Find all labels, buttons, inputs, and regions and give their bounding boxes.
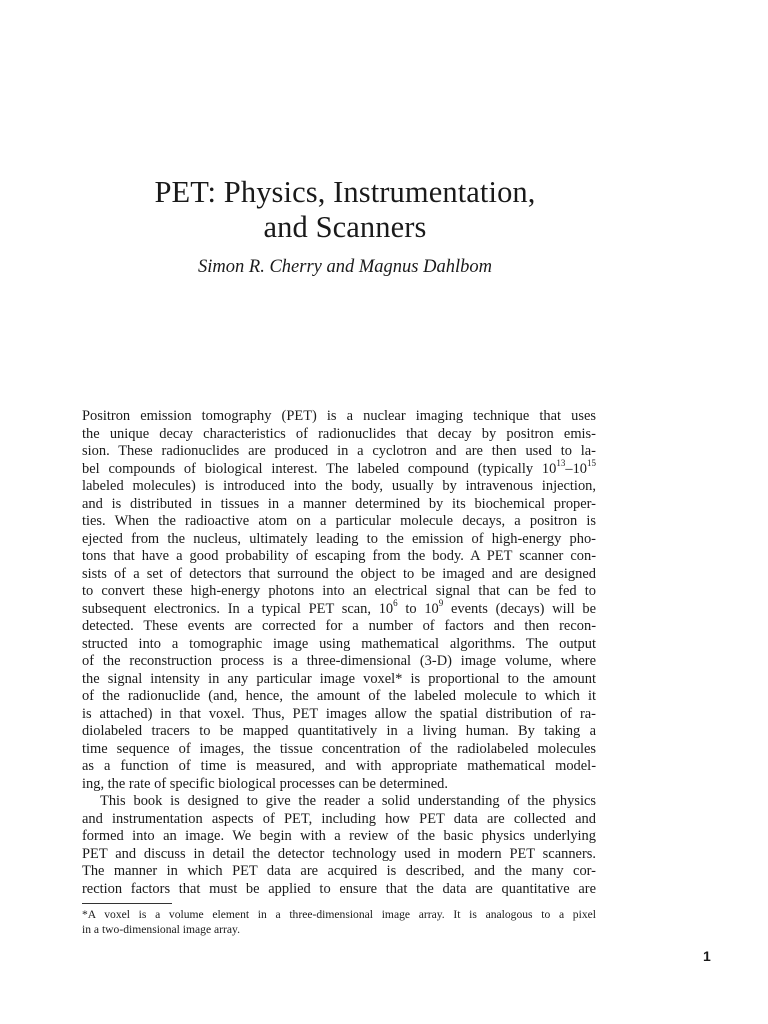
body-line: subsequent electronics. In a typical PET scan, $10^6$ to $10^9$ events (decays) will be xyxy=(82,597,596,617)
body-text xyxy=(82,408,596,898)
body-line: ties. When the radioactive atom on a particular molecule decays, a positron is xyxy=(82,513,596,529)
body-line: The manner in which PET data are acquired is described, and the many cor- xyxy=(82,863,596,879)
body-line: detected. These events are corrected for a number of factors and then recon- xyxy=(82,618,596,634)
body-line: and is distributed in tissues in a manner determined by its biochemical proper- xyxy=(82,495,596,512)
footnote xyxy=(82,907,596,937)
body-line: PET and discuss in detail the detector technology used in modern PET scanners. xyxy=(82,845,596,862)
footnote-line: *A voxel is a volume element in a three-dimensional image array. It is analogous to a pixel xyxy=(82,908,596,921)
body-line: as a function of time is measured, and with appropriate mathematical model- xyxy=(82,758,596,774)
body-line: sists of a set of detectors that surround the object to be imaged and are designed xyxy=(82,565,596,582)
body-line: formed into an image. We begin with a review of the basic physics underlying xyxy=(82,828,596,844)
chapter-title-line-1: PET: Physics, Instrumentation, xyxy=(154,175,536,209)
body-line: Positron emission tomography (PET) is a nuclear imaging technique that uses xyxy=(82,408,596,424)
footnote-divider xyxy=(82,903,172,904)
body-line: the signal intensity in any particular image voxel* is proportional to the amount xyxy=(82,670,596,687)
body-line: rection factors that must be applied to ensure that the data are quantitative are xyxy=(82,880,596,897)
body-line: ing, the rate of specific biological processes can be determined. xyxy=(82,775,449,792)
body-line: of the radionuclide (and, hence, the amount of the labeled molecule to which it xyxy=(82,688,596,704)
body-line: structed into a tomographic image using mathematical algorithms. The output xyxy=(82,635,596,652)
body-line: the unique decay characteristics of radionuclides that decay by positron emis- xyxy=(82,425,596,442)
body-line: to convert these high-energy photons into an electrical signal that can be fed to xyxy=(82,583,596,599)
body-line: ejected from the nucleus, ultimately leading to the emission of high-energy pho- xyxy=(82,530,596,547)
chapter-title xyxy=(0,175,690,245)
page-number: 1 xyxy=(703,948,711,964)
chapter-title-line-2: and Scanners xyxy=(263,210,427,244)
body-line: This book is designed to give the reader a solid understanding of the physics xyxy=(100,793,596,809)
chapter-authors: Simon R. Cherry and Magnus Dahlbom xyxy=(198,257,492,277)
footnote-line: in a two-dimensional image array. xyxy=(82,923,240,936)
body-line: bel compounds of biological interest. The labeled compound (typically $10^{13}-10^{15}$ xyxy=(82,457,596,477)
body-line: tons that have a good probability of escaping from the body. A PET scanner con- xyxy=(82,548,596,564)
body-line: and instrumentation aspects of PET, including how PET data are collected and xyxy=(82,810,596,827)
body-line: of the reconstruction process is a three-dimensional (3-D) image volume, where xyxy=(82,653,596,669)
body-line: time sequence of images, the tissue concentration of the radiolabeled molecules xyxy=(82,740,596,757)
body-line: labeled molecules) is introduced into the body, usually by intravenous injection, xyxy=(82,478,596,494)
body-line: is attached) in that voxel. Thus, PET images allow the spatial distribution of ra- xyxy=(82,705,596,722)
body-line: sion. These radionuclides are produced in a cyclotron and are then used to la- xyxy=(82,443,596,459)
body-line: diolabeled tracers to be mapped quantitatively in a living human. By taking a xyxy=(82,723,596,739)
